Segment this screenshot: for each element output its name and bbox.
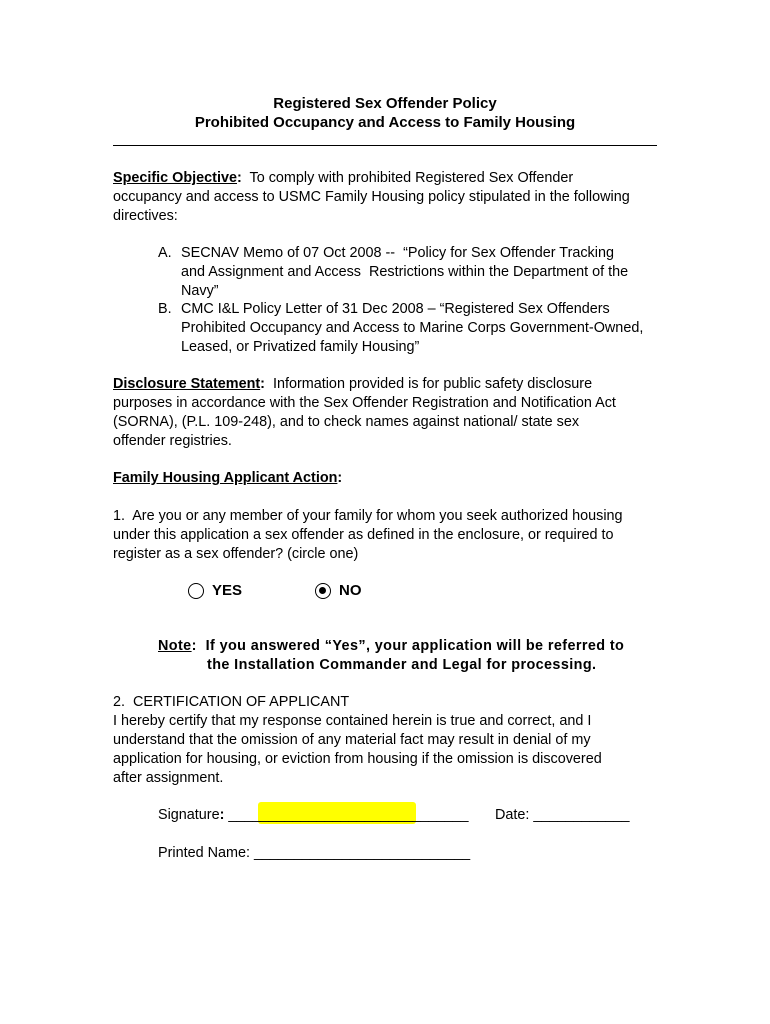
disclosure-text-line2: purposes in accordance with the Sex Offender Registration and Notification Act [113, 395, 616, 411]
signature-row [158, 806, 469, 825]
disclosure-text-line3: (SORNA), (P.L. 109-248), and to check names against national/ state sex [113, 414, 580, 430]
yes-radio-button[interactable] [188, 583, 204, 599]
directive-a-marker: A. [158, 245, 172, 261]
title-divider [113, 145, 657, 146]
directive-b-line3: Leased, or Privatized family Housing” [181, 339, 420, 355]
objective-heading-colon: : [236, 170, 242, 186]
objective-section [113, 169, 673, 226]
disclosure-section [113, 375, 673, 451]
directive-b-line1: CMC I&L Policy Letter of 31 Dec 2008 – “Registered Sex Offenders [181, 301, 610, 317]
disclosure-text-line1: Information provided is for public safety disclosure [272, 376, 593, 392]
objective-text-line2: occupancy and access to USMC Family Housing policy stipulated in the following [113, 189, 630, 205]
date-label: Date: [495, 807, 530, 823]
directive-a-line1: SECNAV Memo of 07 Oct 2008 -- “Policy for Sex Offender Tracking [181, 245, 614, 261]
yes-label: YES [212, 582, 243, 599]
certification-line1: I hereby certify that my response contained herein is true and correct, and I [113, 713, 592, 729]
date-row [495, 806, 629, 825]
date-field[interactable]: ____________ [529, 807, 630, 823]
note-text-line1: : If you answered “Yes”, your application will be referred to [191, 638, 625, 654]
no-radio-selected-dot [319, 587, 326, 594]
directive-b-marker: B. [158, 301, 172, 317]
certification-line3: application for housing, or eviction from housing if the omission is discovered [113, 751, 602, 767]
no-label: NO [339, 582, 362, 599]
disclosure-text-line4: offender registries. [113, 433, 232, 449]
note-text-line2: the Installation Commander and Legal for processing. [207, 657, 597, 673]
signature-colon: : [219, 807, 225, 823]
printed-name-field[interactable]: ___________________________ [249, 845, 471, 861]
signature-field[interactable]: ______________________________ [224, 807, 469, 823]
objective-text-line3: directives: [113, 208, 178, 224]
applicant-action-section [113, 469, 342, 488]
directive-b-line2: Prohibited Occupancy and Access to Marine Corps Government-Owned, [181, 320, 644, 336]
disclosure-heading-colon: : [260, 376, 265, 392]
note-label: Note [158, 638, 192, 654]
document-title-line1: Registered Sex Offender Policy [273, 95, 497, 112]
certification-line4: after assignment. [113, 770, 224, 786]
no-radio-button[interactable] [315, 583, 331, 599]
disclosure-heading: Disclosure Statement [113, 376, 261, 392]
printed-name-label: Printed Name: [158, 845, 250, 861]
directive-b [181, 300, 671, 357]
applicant-action-heading: Family Housing Applicant Action [113, 470, 338, 486]
question-1-line3: register as a sex offender? (circle one) [113, 546, 359, 562]
question-1-line2: under this application a sex offender as defined in the enclosure, or required to [113, 527, 614, 543]
certification-heading: 2. CERTIFICATION OF APPLICANT [113, 694, 350, 710]
question-1-line1: 1. Are you or any member of your family for whom you seek authorized housing [113, 508, 623, 524]
printed-name-row [158, 844, 470, 863]
directive-a-line2: and Assignment and Access Restrictions within the Department of the [181, 264, 629, 280]
objective-text-line1: To comply with prohibited Registered Sex Offender [249, 170, 574, 186]
directive-a-line3: Navy” [181, 283, 219, 299]
certification-section [113, 693, 673, 788]
applicant-action-heading-colon: : [337, 470, 343, 486]
question-1 [113, 507, 673, 564]
note-line1 [158, 637, 624, 656]
certification-line2: understand that the omission of any material fact may result in denial of my [113, 732, 591, 748]
signature-label: Signature [158, 807, 220, 823]
document-title-line2: Prohibited Occupancy and Access to Family Housing [194, 114, 576, 131]
directive-a [181, 244, 671, 301]
objective-heading: Specific Objective [113, 170, 237, 186]
